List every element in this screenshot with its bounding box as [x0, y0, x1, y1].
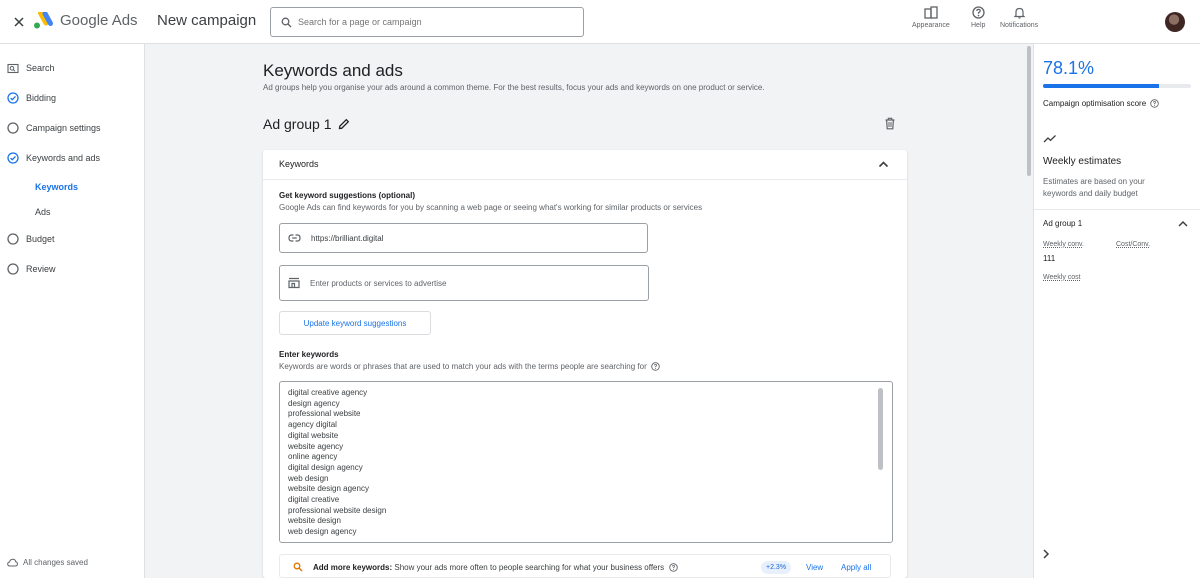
- update-keyword-suggestions-button[interactable]: Update keyword suggestions: [279, 311, 431, 335]
- ad-group-estimate-title: Ad group 1: [1043, 219, 1083, 228]
- keywords-card-header[interactable]: [263, 150, 907, 180]
- keyword-line: digital website: [288, 430, 339, 440]
- google-ads-logo-icon: [33, 12, 53, 30]
- add-more-keywords-suggestion: [279, 554, 891, 578]
- keyword-line: web design: [288, 473, 329, 483]
- suggestions-title: Get keyword suggestions (optional): [279, 191, 416, 200]
- nav-item-label: Review: [26, 264, 56, 274]
- top-app-bar: [0, 0, 1200, 44]
- keywords-card-title: Keywords: [279, 159, 319, 169]
- keyword-line: website design agency: [288, 484, 369, 494]
- check-circle-icon: [7, 92, 19, 104]
- products-input[interactable]: [310, 279, 610, 288]
- keywords-card: [263, 150, 907, 578]
- section-subtitle: Ad groups help you organise your ads around a common theme. For the best results, focus your ads and keywords on one product or service.: [263, 83, 765, 92]
- weekly-cost-label[interactable]: Weekly cost: [1043, 274, 1081, 281]
- cloud-done-icon: [7, 558, 18, 567]
- keyword-line: professional website: [288, 409, 361, 419]
- panel-divider: [1034, 209, 1200, 210]
- weekly-estimates-title: Weekly estimates: [1043, 156, 1122, 167]
- keyword-line: design agency: [288, 398, 340, 408]
- keyword-line: website design: [288, 516, 341, 526]
- page-title: New campaign: [157, 12, 257, 29]
- help-circle-icon[interactable]: [669, 563, 678, 572]
- chevron-right-icon[interactable]: [1041, 548, 1051, 560]
- notifications-button[interactable]: [1000, 6, 1038, 29]
- nav-item-label: Search: [26, 63, 55, 73]
- nav-sub-ads[interactable]: Ads: [35, 207, 51, 217]
- bell-icon: [1013, 6, 1026, 19]
- close-icon[interactable]: [8, 11, 30, 33]
- url-input[interactable]: [311, 234, 611, 243]
- search-input[interactable]: [298, 17, 568, 27]
- products-field[interactable]: [279, 265, 649, 301]
- nav-item-bidding[interactable]: [7, 90, 56, 106]
- weekly-conversions-value: 111: [1043, 254, 1056, 263]
- enter-keywords-description: Keywords are words or phrases that are used to match your ads with the terms people are searching for: [279, 362, 647, 371]
- optimisation-score: 78.1%: [1043, 58, 1095, 78]
- optimisation-score-fill: [1043, 84, 1159, 88]
- apply-all-link[interactable]: Apply all: [841, 563, 872, 572]
- help-button[interactable]: [971, 6, 985, 29]
- search-box[interactable]: [270, 7, 584, 37]
- nav-item-label: Keywords and ads: [26, 153, 101, 163]
- search-orange-icon: [293, 562, 303, 572]
- cost-per-conversion-label[interactable]: Cost/Conv.: [1116, 241, 1151, 248]
- weekly-conversions-label[interactable]: Weekly conv.: [1043, 241, 1084, 248]
- main-scrollbar[interactable]: [1027, 46, 1031, 176]
- avatar[interactable]: [1165, 12, 1185, 32]
- url-field[interactable]: [279, 223, 648, 253]
- nav-sub-keywords[interactable]: Keywords: [35, 182, 79, 192]
- nav-item-campaign-settings[interactable]: [7, 120, 101, 136]
- optimisation-score-bar: [1043, 84, 1191, 88]
- optimisation-score-label-row: [1043, 99, 1159, 108]
- nav-item-label: Campaign settings: [26, 123, 101, 133]
- estimates-panel: [1033, 44, 1200, 578]
- help-label: Help: [971, 22, 986, 29]
- empty-circle-icon: [7, 263, 19, 275]
- campaign-steps-nav: [0, 44, 145, 578]
- keyword-line: website agency: [288, 441, 344, 451]
- keywords-textarea[interactable]: [279, 381, 893, 543]
- empty-circle-icon: [7, 122, 19, 134]
- nav-item-review[interactable]: [7, 261, 56, 277]
- delete-trash-icon[interactable]: [884, 117, 896, 130]
- appearance-button[interactable]: [912, 6, 950, 29]
- keyword-line: digital creative agency: [288, 388, 368, 397]
- edit-pencil-icon[interactable]: [338, 118, 350, 130]
- brand-name: Google Ads: [60, 12, 138, 29]
- weekly-estimates-description: Estimates are based on your keywords and daily budget: [1043, 177, 1145, 198]
- enter-keywords-description-row: [279, 362, 660, 371]
- help-icon: [972, 6, 985, 19]
- keywords-scrollbar[interactable]: [878, 388, 883, 470]
- appearance-icon: [924, 6, 938, 19]
- help-circle-icon[interactable]: [651, 362, 660, 371]
- empty-circle-icon: [7, 233, 19, 245]
- keyword-line: agency digital: [288, 420, 337, 430]
- add-more-keywords-label: Add more keywords:: [313, 563, 393, 572]
- keyword-line: online agency: [288, 452, 338, 462]
- notifications-label: Notifications: [1000, 22, 1039, 29]
- search-campaign-icon: [7, 62, 19, 74]
- ad-group-name: Ad group 1: [263, 116, 332, 132]
- ad-group-header: [263, 116, 350, 132]
- appearance-label: Appearance: [912, 22, 950, 29]
- suggestions-description: Google Ads can find keywords for you by scanning a web page or seeing what's working for similar products or services: [279, 203, 703, 212]
- keyword-line: digital design agency: [288, 462, 363, 472]
- view-link[interactable]: View: [806, 563, 824, 572]
- keywords-list: [288, 388, 386, 538]
- chevron-up-icon[interactable]: [1177, 218, 1189, 230]
- help-circle-icon[interactable]: [1150, 99, 1159, 108]
- section-title: Keywords and ads: [263, 61, 403, 80]
- add-more-keywords-text-row: [313, 563, 678, 572]
- keyword-line: digital creative: [288, 495, 340, 505]
- save-status: [7, 558, 88, 567]
- save-status-text: All changes saved: [23, 558, 88, 567]
- score-uplift-badge: +2.3%: [761, 561, 791, 574]
- enter-keywords-title: Enter keywords: [279, 350, 339, 359]
- nav-item-keywords-and-ads[interactable]: [7, 150, 100, 166]
- nav-item-label: Bidding: [26, 93, 57, 103]
- chevron-up-icon[interactable]: [877, 158, 890, 171]
- optimisation-score-label: Campaign optimisation score: [1043, 99, 1147, 108]
- add-more-keywords-text: Show your ads more often to people searching for what your business offers: [394, 563, 665, 572]
- keyword-line: web design agency: [288, 527, 357, 537]
- storefront-icon: [288, 277, 300, 289]
- link-icon: [288, 234, 301, 242]
- nav-item-budget[interactable]: [7, 231, 55, 247]
- check-circle-icon: [7, 152, 19, 164]
- search-icon: [281, 17, 292, 28]
- nav-item-search[interactable]: [7, 60, 55, 76]
- trending-up-icon: [1043, 134, 1057, 143]
- keyword-line: professional website design: [288, 505, 387, 515]
- nav-item-label: Budget: [26, 234, 55, 244]
